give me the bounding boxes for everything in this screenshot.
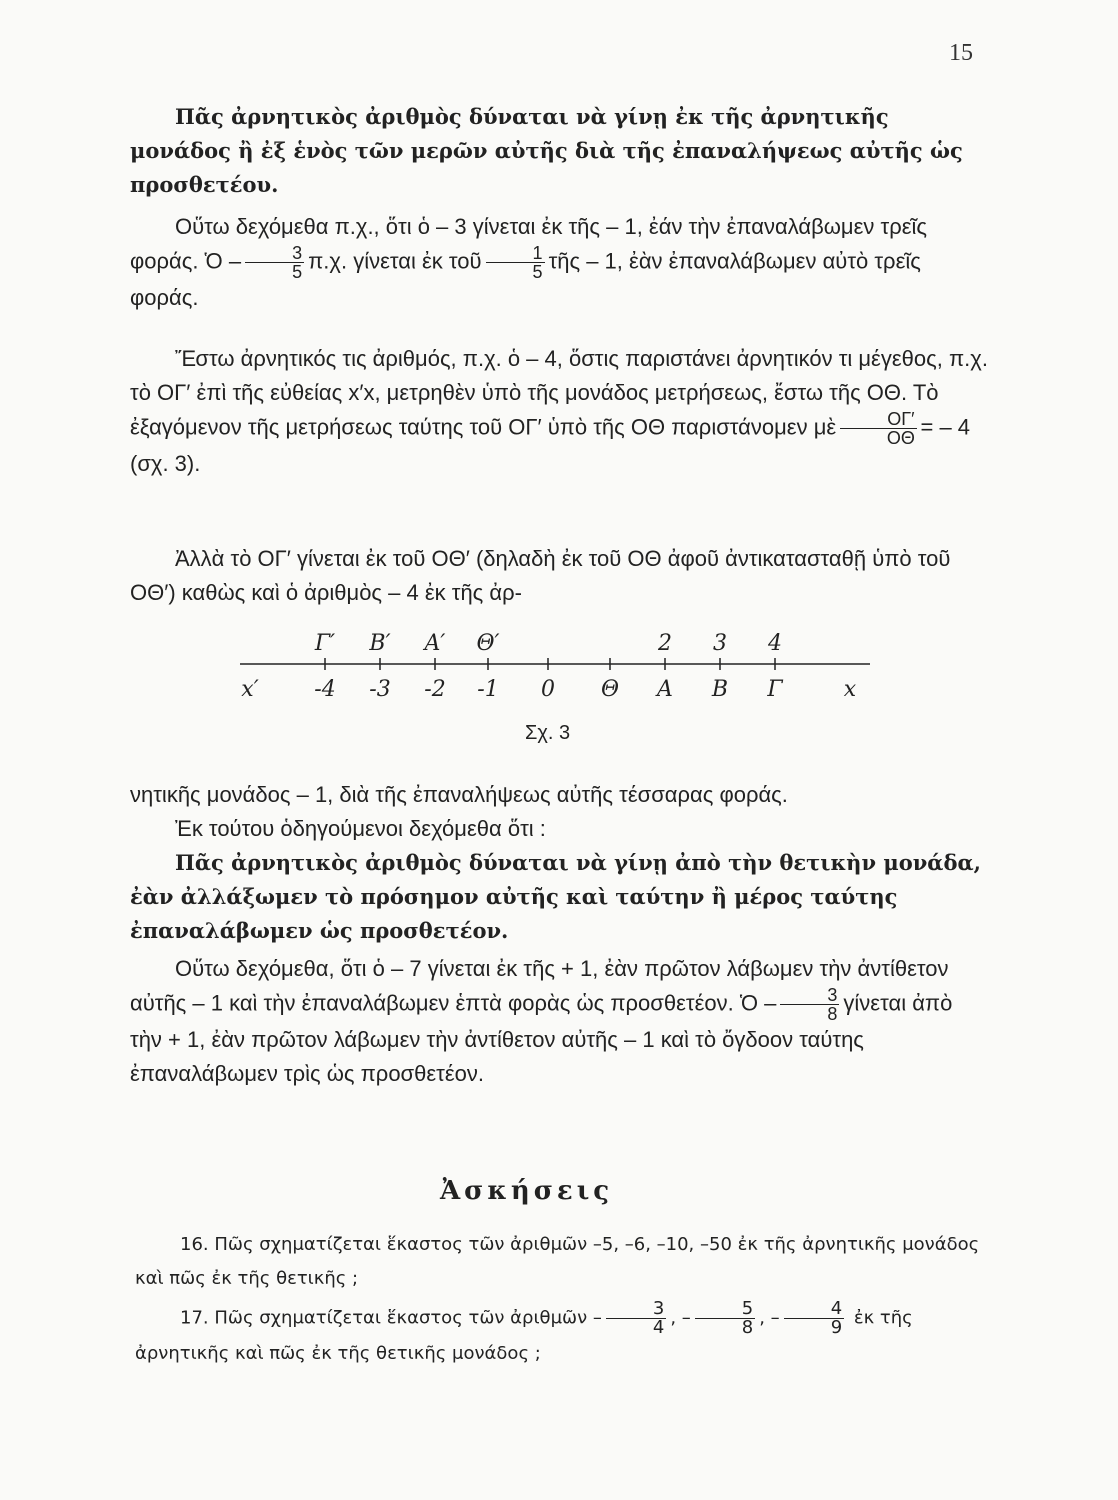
example-text-1c: τῆς – 1, ἐὰν ἐπαναλάβωμεν αὐτὸ τρεῖς φοράς.	[130, 248, 921, 310]
number-line-bottom-label: Β	[711, 677, 729, 702]
fraction-5-8: $\frac{5}{8}$	[695, 1300, 755, 1337]
fraction-4-9: $\frac{4}{9}$	[784, 1300, 844, 1337]
fraction-og-otheta: $\frac{O\Gamma'}{O\Theta}$	[840, 410, 916, 447]
example-text-2b: = – 4	[920, 414, 971, 440]
conclusion-text: νητικῆς μονάδος – 1, διὰ τῆς ἐπαναλήψεως αὐτῆς τέσσαρας φοράς.	[130, 782, 788, 807]
number-line-bottom-label: -3	[369, 677, 391, 702]
number-line-bottom-label: x′	[241, 677, 259, 702]
number-line-top-label: 2	[658, 631, 672, 656]
example-text-1a: Οὕτω δεχόμεθα π.χ., ὅτι ὁ – 3 γίνεται ἐκ τῆς – 1, ἐάν τὴν ἐπαναλάβωμεν τρεῖς φοράς. Ὁ –	[130, 214, 928, 274]
example-paragraph-4	[130, 952, 990, 1091]
number-line-bottom-label: -4	[314, 677, 336, 702]
number-line-top-label: 3	[713, 631, 727, 656]
example-text-4	[130, 952, 990, 1091]
exercise-16-text: 16. Πῶς σχηματίζεται ἕκαστος τῶν ἀριθμῶν –5, –6, –10, –50 ἐκ τῆς ἀρνητικῆς μονάδος καὶ πῶς ἐκ τῆς θετικῆς ;	[135, 1234, 980, 1289]
rule-paragraph-1	[130, 100, 990, 202]
rule-text-2: Πᾶς ἀρνητικὸς ἀριθμὸς δύναται νὰ γίνῃ ἀπὸ τὴν θετικὴν μονάδα, ἐὰν ἀλλάξωμεν τὸ πρόσημον αὐτῆς καὶ ταύτην ἢ μέρος ταύτης ἐπαναλάβωμεν ὡς προσθετέον.	[130, 850, 981, 943]
example-text-1b: π.χ. γίνεται ἐκ τοῦ	[308, 248, 482, 274]
fraction-3-5: $\frac{3}{5}$	[245, 244, 304, 281]
exercise-17	[135, 1300, 995, 1371]
exercises-title: Ἀσκήσεις	[440, 1176, 614, 1206]
example-text-2	[130, 342, 990, 447]
example-text-2a: Ἔστω ἀρνητικός τις ἀριθμός, π.χ. ὁ – 4, ὅστις παριστάνει ἀρνητικόν τι μέγεθος, π.χ. τὸ ΟΓ′ ἐπὶ τῆς εὐθείας x′x, μετρηθὲν ὑπὸ τῆς μονάδος μετρήσεως, ἔστω τῆς ΟΘ. Τὸ ἐξαγόμενον τῆς μετρήσεως ταύτης τοῦ ΟΓ′ ὑπὸ τῆς ΟΘ παριστάνομεν μὲ	[130, 346, 988, 440]
number-line-bottom-label: -1	[477, 677, 499, 702]
number-line-top-label: Β′	[369, 631, 391, 656]
number-line-bottom-label: 0	[541, 677, 555, 702]
example-text-3: Ἀλλὰ τὸ ΟΓ′ γίνεται ἐκ τοῦ ΟΘ′ (δηλαδὴ ἐκ τοῦ ΟΘ ἀφοῦ ἀντικατασταθῇ ὑπὸ τοῦ ΟΘ′) καθὼς καὶ ὁ ἀριθμὸς – 4 ἐκ τῆς ἀρ-	[130, 546, 951, 605]
conclusion-lead: Ἐκ τούτου ὁδηγούμενοι δεχόμεθα ὅτι :	[175, 816, 546, 841]
exercise-17-text-b: ἐκ τῆς ἀρνητικῆς καὶ πῶς ἐκ τῆς θετικῆς μονάδος ;	[135, 1307, 913, 1364]
exercise-17-text-a: 17. Πῶς σχηματίζεται ἕκαστος τῶν ἀριθμῶν –	[180, 1307, 602, 1329]
example-paragraph-3	[130, 542, 990, 610]
figure-caption: Σχ. 3	[525, 722, 571, 744]
exercise-16	[135, 1228, 995, 1296]
number-line-top-label: Θ′	[476, 631, 500, 656]
fraction-3-4: $\frac{3}{4}$	[606, 1300, 666, 1337]
number-line-bottom-label: Γ	[767, 677, 783, 702]
rule-text-1: Πᾶς ἀρνητικὸς ἀριθμὸς δύναται νὰ γίνῃ ἐκ τῆς ἀρνητικῆς μονάδος ἢ ἐξ ἑνὸς τῶν μερῶν αὐτῆς διὰ τῆς ἐπαναλήψεως αὐτῆς ὡς προσθετέου.	[130, 104, 963, 197]
example-text-4b: γίνεται ἀπὸ τὴν + 1, ἐὰν πρῶτον λάβωμεν τὴν ἀντίθετον αὐτῆς – 1 καὶ τὸ ὄγδοον ταύτης ἐπαναλάβωμεν τρὶς ὡς προσθετέον.	[130, 990, 953, 1086]
example-paragraph-2	[130, 342, 990, 481]
number-line-bottom-label: -2	[424, 677, 446, 702]
example-text-1	[130, 210, 990, 315]
number-line-bottom-label: Α	[657, 677, 673, 702]
fraction-1-5: $\frac{1}{5}$	[486, 244, 545, 281]
example-text-4a: Οὕτω δεχόμεθα, ὅτι ὁ – 7 γίνεται ἐκ τῆς + 1, ἐὰν πρῶτον λάβωμεν τὴν ἀντίθετον αὐτῆς – 1 καὶ τὴν ἐπαναλάβωμεν ἑπτὰ φορὰς ὡς προσθετέον. Ὁ –	[130, 956, 949, 1016]
number-line-top-label: Α′	[424, 631, 446, 656]
number-line-bottom-label: Θ	[600, 677, 620, 702]
number-line-bottom-label: x	[843, 677, 857, 702]
number-line-top-label: 4	[768, 631, 782, 656]
fraction-3-8: $\frac{3}{8}$	[780, 986, 839, 1023]
example-paragraph-1	[130, 210, 990, 315]
page-number: 15	[949, 40, 973, 66]
number-line-top-label: Γ′	[314, 631, 336, 656]
figure-reference: (σχ. 3).	[130, 451, 201, 476]
exercise-17-text: 17. Πῶς σχηματίζεται ἕκαστος τῶν ἀριθμῶν – $\frac{3}{4}$ , – $\frac{5}{8}$ , – $\frac{4}{9}$ ἐκ τῆς ἀρνητικῆς καὶ πῶς ἐκ τῆς θετικῆς μονάδος ;	[135, 1298, 913, 1364]
conclusion-paragraph	[130, 778, 990, 948]
